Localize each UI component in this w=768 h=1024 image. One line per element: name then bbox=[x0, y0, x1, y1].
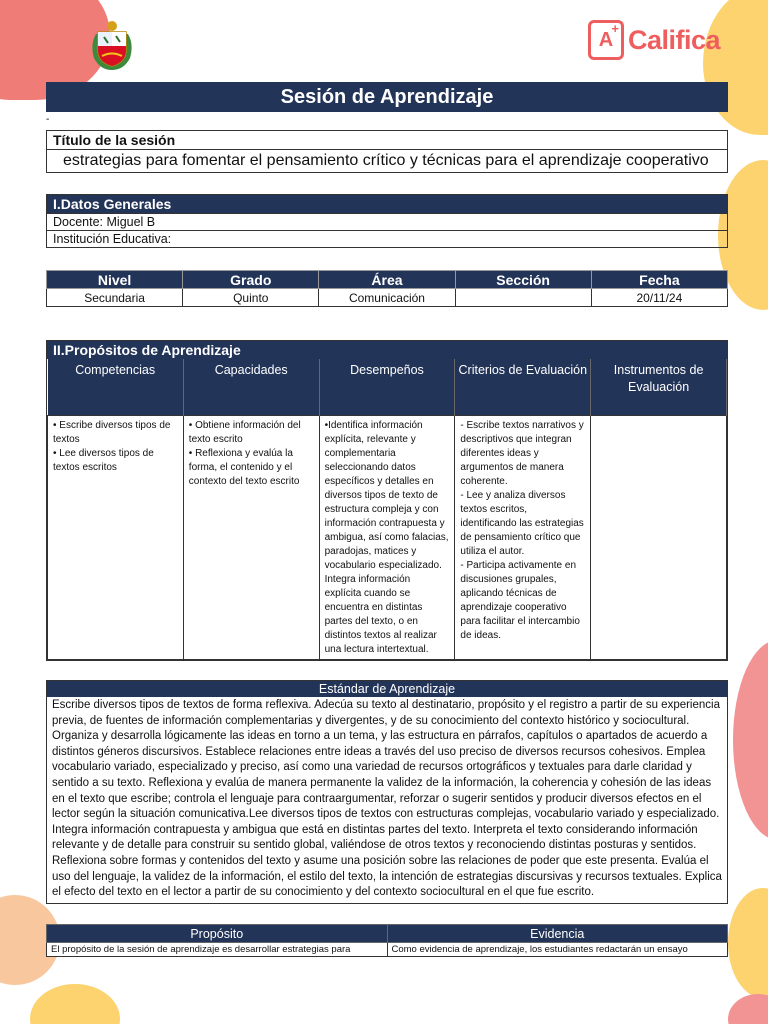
evidence-cell: Como evidencia de aprendizaje, los estudiantes redactarán un ensayo bbox=[387, 943, 728, 957]
info-value-seccion bbox=[455, 289, 591, 307]
logo-text: Califica bbox=[628, 24, 721, 55]
purposes-box bbox=[46, 340, 728, 661]
logo-mark-plus: + bbox=[611, 21, 619, 36]
info-value-fecha: 20/11/24 bbox=[591, 289, 727, 307]
peru-coat-of-arms-icon bbox=[88, 20, 136, 72]
col-desempenos: Desempeños bbox=[319, 359, 455, 415]
purposes-table bbox=[47, 359, 727, 660]
col-capacidades: Capacidades bbox=[183, 359, 319, 415]
califica-logo-mark bbox=[588, 20, 624, 60]
col-instrumentos: Instrumentos de Evaluación bbox=[591, 359, 727, 415]
cell-capacidades: • Obtiene información del texto escrito • Reflexiona y evalúa la forma, el contenido y el contexto del texto escrito bbox=[183, 415, 319, 659]
standard-text: Escribe diversos tipos de textos de forma reflexiva. Adecúa su texto al destinatario, propósito y el registro a partir de su experiencia previa, de fuentes de información complementarias y divergentes, y de su conocimiento del contexto histórico y sociocultural. Organiza y desarrolla lógicamente las ideas en torno a un tema, y las estructura en párrafos, capítulos o apartados de acuerdo a distintos géneros discursivos. Establece relaciones entre ideas a través del uso preciso de diversos recursos cohesivos. Emplea vocabulario variado, especializado y preciso, así como una variedad de recursos ortográficos y textuales para darle claridad y sentido a su texto. Reflexiona y evalúa de manera permanente la validez de la información, la coherencia y cohesión de las ideas en el texto que escribe; controla el lenguaje para contraargumentar, reforzar o sugerir sentidos y producir diversos efectos en el lector según la situación comunicativa.Lee diversos tipos de textos con estructuras complejas, vocabulario variado y especializado. Integra información contrapuesta y ambigua que está en distintas partes del texto. Interpreta el texto considerando información relevante y de detalle para construir su sentido global, valiéndose de otros textos y reconociendo distintas posturas y sentidos. Reflexiona sobre formas y contenidos del texto y asume una posición sobre las relaciones de poder que este presenta. Evalúa el uso del lenguaje, la validez de la información, el estilo del texto, la intención de estrategias discursivas y recursos textuales. Explica el efecto del texto en el lector a partir de su conocimiento y del contexto sociocultural en el que fue escrito. bbox=[47, 697, 727, 903]
evidence-header: Evidencia bbox=[387, 925, 728, 943]
info-header-area: Área bbox=[319, 271, 455, 289]
dash-mark: - bbox=[46, 114, 50, 125]
cell-desempenos: •Identifica información explícita, relevante y complementaria seleccionando datos específicos y detalles en diversos tipos de texto de estructura compleja y con información contrapuesta y ambigua, así como falacias, paradojas, matices y vocabulario especializado. Integra información explícita cuando se encuentra en distintas partes del texto, o en distintos textos al realizar una lectura intertextual. bbox=[319, 415, 455, 659]
standard-header: Estándar de Aprendizaje bbox=[47, 681, 727, 697]
purpose-evidence-table bbox=[46, 924, 728, 957]
purpose-header: Propósito bbox=[47, 925, 388, 943]
teacher-row: Docente: Miguel B bbox=[47, 213, 727, 230]
general-data-box bbox=[46, 194, 728, 248]
page-title: Sesión de Aprendizaje bbox=[46, 82, 728, 112]
purpose-cell: El propósito de la sesión de aprendizaje es desarrollar estrategias para bbox=[47, 943, 388, 957]
general-data-header: I.Datos Generales bbox=[47, 195, 727, 213]
session-title-value: estrategias para fomentar el pensamiento crítico y técnicas para el aprendizaje cooperativo bbox=[63, 152, 709, 169]
info-header-seccion: Sección bbox=[455, 271, 591, 289]
califica-logo bbox=[588, 20, 720, 60]
cell-criterios: - Escribe textos narrativos y descriptivos que integran diferentes ideas y argumentos de manera coherente. - Lee y analiza diversos textos escritos, identificando las estrategias de pensamiento crítico que utiliza el autor. - Participa activamente en discusiones grupales, aplicando técnicas de aprendizaje cooperativo para facilitar el intercambio de ideas. bbox=[455, 415, 591, 659]
col-competencias: Competencias bbox=[48, 359, 184, 415]
standard-box bbox=[46, 680, 728, 904]
info-value-grado: Quinto bbox=[183, 289, 319, 307]
logo-mark-letter: A bbox=[598, 28, 614, 51]
info-header-fecha: Fecha bbox=[591, 271, 727, 289]
info-header-grado: Grado bbox=[183, 271, 319, 289]
info-table bbox=[46, 270, 728, 307]
session-title-label: Título de la sesión bbox=[47, 131, 727, 150]
col-criterios: Criterios de Evaluación bbox=[455, 359, 591, 415]
info-value-nivel: Secundaria bbox=[47, 289, 183, 307]
info-header-nivel: Nivel bbox=[47, 271, 183, 289]
cell-competencias: • Escribe diversos tipos de textos • Lee diversos tipos de textos escritos bbox=[48, 415, 184, 659]
institution-row: Institución Educativa: bbox=[47, 230, 727, 247]
cell-instrumentos bbox=[591, 415, 727, 659]
info-value-area: Comunicación bbox=[319, 289, 455, 307]
purposes-header: II.Propósitos de Aprendizaje bbox=[47, 341, 727, 359]
session-title-box bbox=[46, 130, 728, 173]
